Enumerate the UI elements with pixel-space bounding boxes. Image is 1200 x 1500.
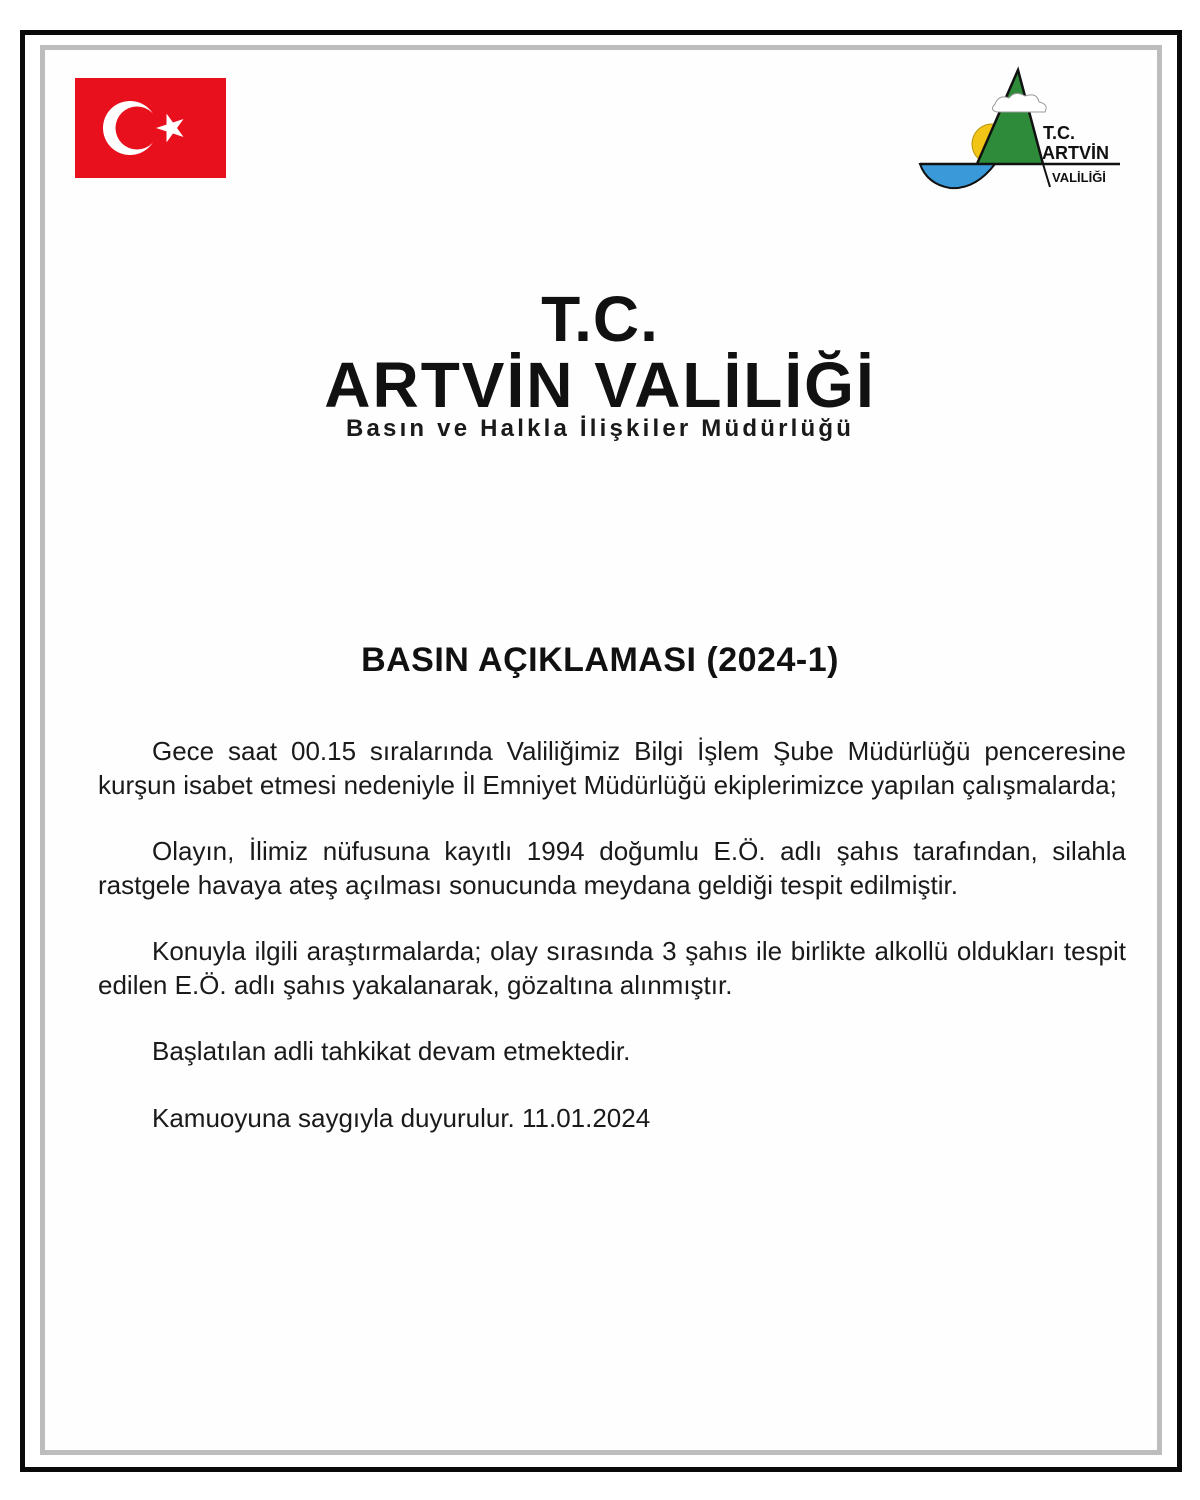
paragraph-3: Konuyla ilgili araştırmalarda; olay sırasında 3 şahıs ile birlikte alkollü oldukları tespit edilen E.Ö. adlı şahıs yakalanarak, gözaltına alınmıştır. [98,936,1126,1000]
header-tc: T.C. [541,283,659,355]
svg-text:VALİLİĞİ: VALİLİĞİ [1052,170,1106,185]
turkish-flag-icon [75,78,226,178]
paragraph-5-closing: Kamuoyuna saygıyla duyurulur. 11.01.2024 [152,1102,651,1133]
svg-text:ARTVİN: ARTVİN [1042,143,1109,163]
document-body [98,735,1126,1168]
paragraph-4: Başlatılan adli tahkikat devam etmektedir. [152,1036,631,1066]
paragraph-1: Gece saat 00.15 sıralarında Valiliğimiz Bilgi İşlem Şube Müdürlüğü penceresine kurşun isabet etmesi nedeniyle İl Emniyet Müdürlüğü ekiplerimizce yapılan çalışmalarda; [98,736,1126,800]
header-governorship: ARTVİN VALİLİĞİ [324,349,876,421]
paragraph-2: Olayın, İlimiz nüfusuna kayıtlı 1994 doğumlu E.Ö. adlı şahıs tarafından, silahla rastgele havaya ateş açılması sonucunda meydana geldiği tespit edilmiştir. [98,836,1126,900]
svg-text:T.C.: T.C. [1043,123,1076,143]
header-department: Basın ve Halkla İlişkiler Müdürlüğü [345,415,855,442]
artvin-valiligi-logo-icon [915,62,1125,192]
document-title: BASIN AÇIKLAMASI (2024-1) [361,641,839,679]
